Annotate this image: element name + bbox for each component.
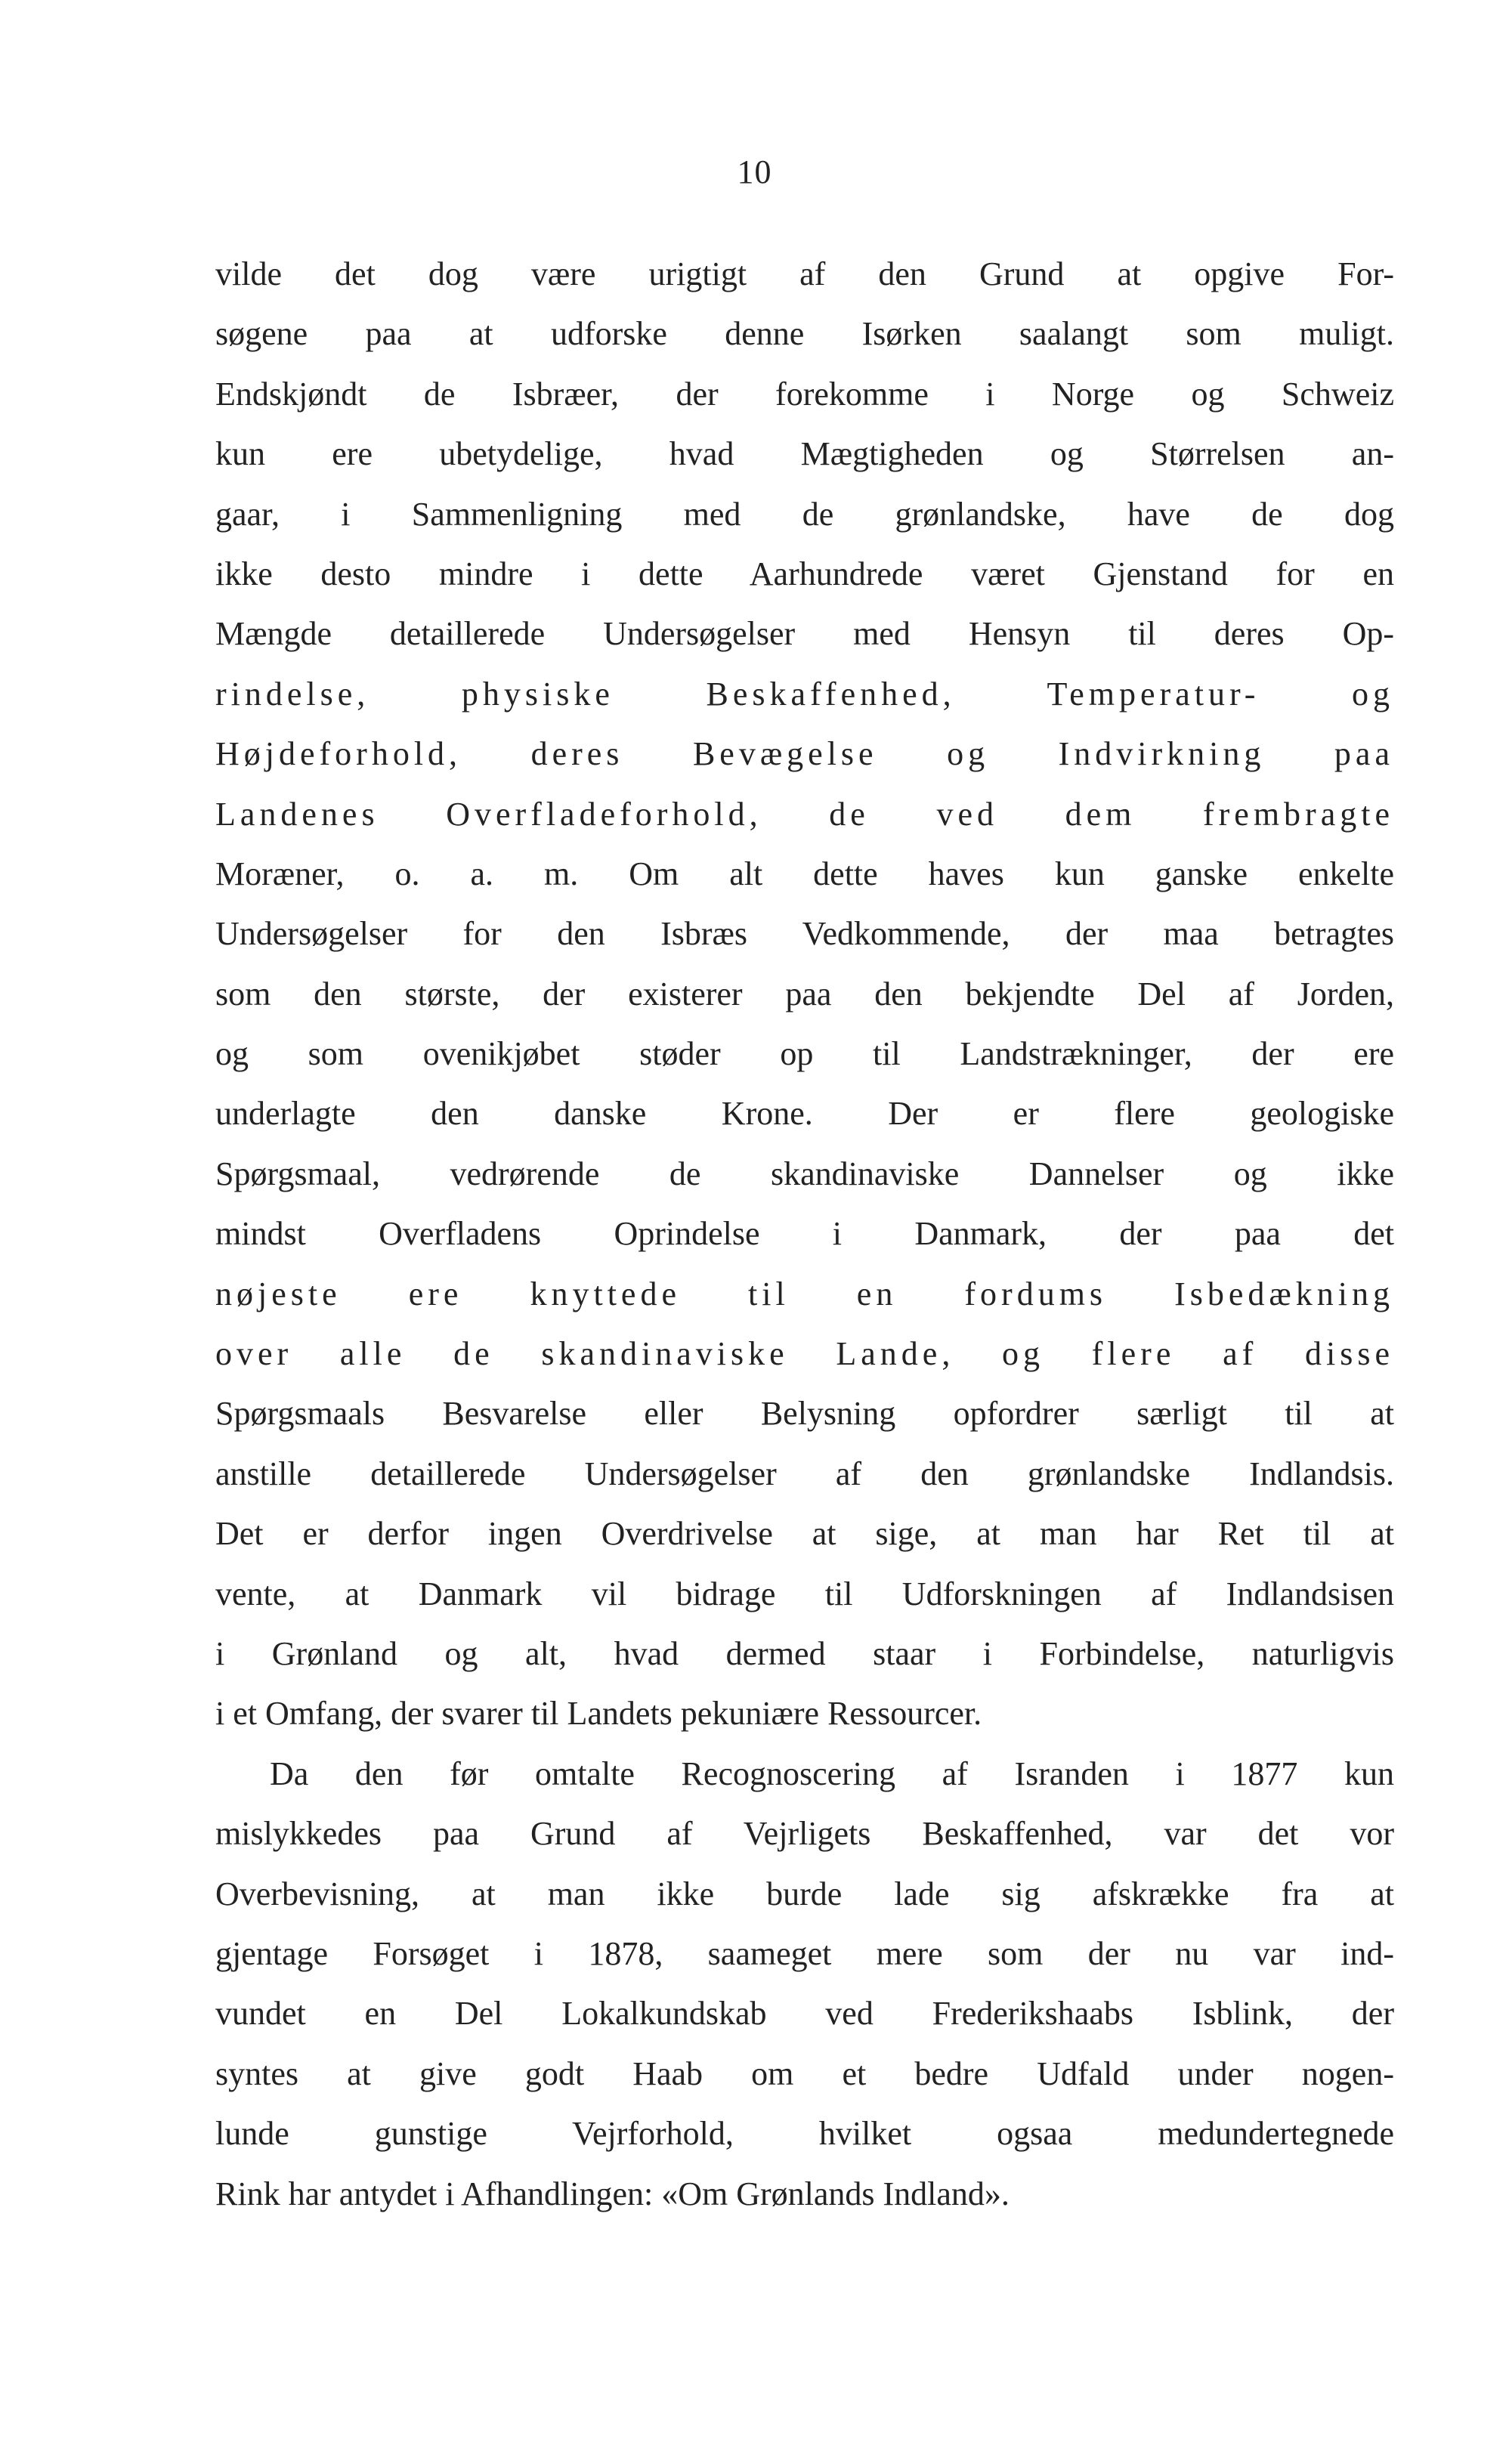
text-line: anstille detaillerede Undersøgelser af den grønlandske Indlandsis. — [215, 1455, 1394, 1492]
page-number: 10 — [737, 153, 772, 190]
text-line: Undersøgelser for den Isbræs Vedkommende, der maa betragtes — [215, 915, 1394, 953]
text-line: nøjeste ere knyttede til en fordums Isbedækning — [215, 1275, 1394, 1312]
text-line: Overbevisning, at man ikke burde lade sig afskrække fra at — [215, 1875, 1394, 1912]
paragraph-2 — [215, 1744, 1394, 2224]
text-line: gaar, i Sammenligning med de grønlandske, have de dog — [215, 495, 1394, 533]
text-line: underlagte den danske Krone. Der er flere geologiske — [215, 1095, 1394, 1133]
text-line: kun ere ubetydelige, hvad Mægtigheden og Størrelsen an- — [215, 435, 1394, 473]
text-line: Landenes Overfladeforhold, de ved dem frembragte — [215, 795, 1394, 833]
text-line: vilde det dog være urigtigt af den Grund at opgive For- — [215, 255, 1394, 292]
text-line: over alle de skandinaviske Lande, og flere af disse — [215, 1335, 1394, 1373]
text-line: Spørgsmaal, vedrørende de skandinaviske Dannelser og ikke — [215, 1155, 1394, 1192]
text-line: rindelse, physiske Beskaffenhed, Temperatur- og — [215, 675, 1394, 713]
body-text — [215, 244, 1394, 2224]
text-line: Endskjøndt de Isbræer, der forekomme i Norge og Schweiz — [215, 375, 1394, 413]
text-line: Højdeforhold, deres Bevægelse og Indvirkning paa — [215, 735, 1394, 773]
text-line: Da den før omtalte Recognoscering af Isranden i 1877 kun — [270, 1754, 1394, 1792]
text-line: søgene paa at udforske denne Isørken saalangt som muligt. — [215, 315, 1394, 353]
text-line: mislykkedes paa Grund af Vejrligets Beskaffenhed, var det vor — [215, 1815, 1394, 1853]
text-line: i Grønland og alt, hvad dermed staar i Forbindelse, naturligvis — [215, 1634, 1394, 1672]
text-line: som den største, der existerer paa den bekjendte Del af Jorden, — [215, 975, 1394, 1012]
text-line: Rink har antydet i Afhandlingen: «Om Grønlands Indland». — [215, 2175, 1010, 2212]
text-line: Moræner, o. a. m. Om alt dette haves kun ganske enkelte — [215, 855, 1394, 892]
text-line: Spørgsmaals Besvarelse eller Belysning opfordrer særligt til at — [215, 1395, 1394, 1433]
text-line: gjentage Forsøget i 1878, saameget mere som der nu var ind- — [215, 1934, 1394, 1972]
text-line: ikke desto mindre i dette Aarhundrede været Gjenstand for en — [215, 555, 1394, 592]
text-line: i et Omfang, der svarer til Landets pekuniære Ressourcer. — [215, 1695, 982, 1733]
text-line: og som ovenikjøbet støder op til Landstrækninger, der ere — [215, 1035, 1394, 1073]
text-line: syntes at give godt Haab om et bedre Udfald under nogen- — [215, 2054, 1394, 2092]
text-line: mindst Overfladens Oprindelse i Danmark, der paa det — [215, 1215, 1394, 1253]
text-line: Det er derfor ingen Overdrivelse at sige, at man har Ret til at — [215, 1515, 1394, 1553]
text-line: vente, at Danmark vil bidrage til Udforskningen af Indlandsisen — [215, 1575, 1394, 1612]
text-line: vundet en Del Lokalkundskab ved Frederikshaabs Isblink, der — [215, 1995, 1394, 2033]
text-line: Mængde detaillerede Undersøgelser med Hensyn til deres Op- — [215, 615, 1394, 653]
paragraph-1 — [215, 244, 1394, 1744]
text-line: lunde gunstige Vejrforhold, hvilket ogsaa medundertegnede — [215, 2115, 1394, 2153]
